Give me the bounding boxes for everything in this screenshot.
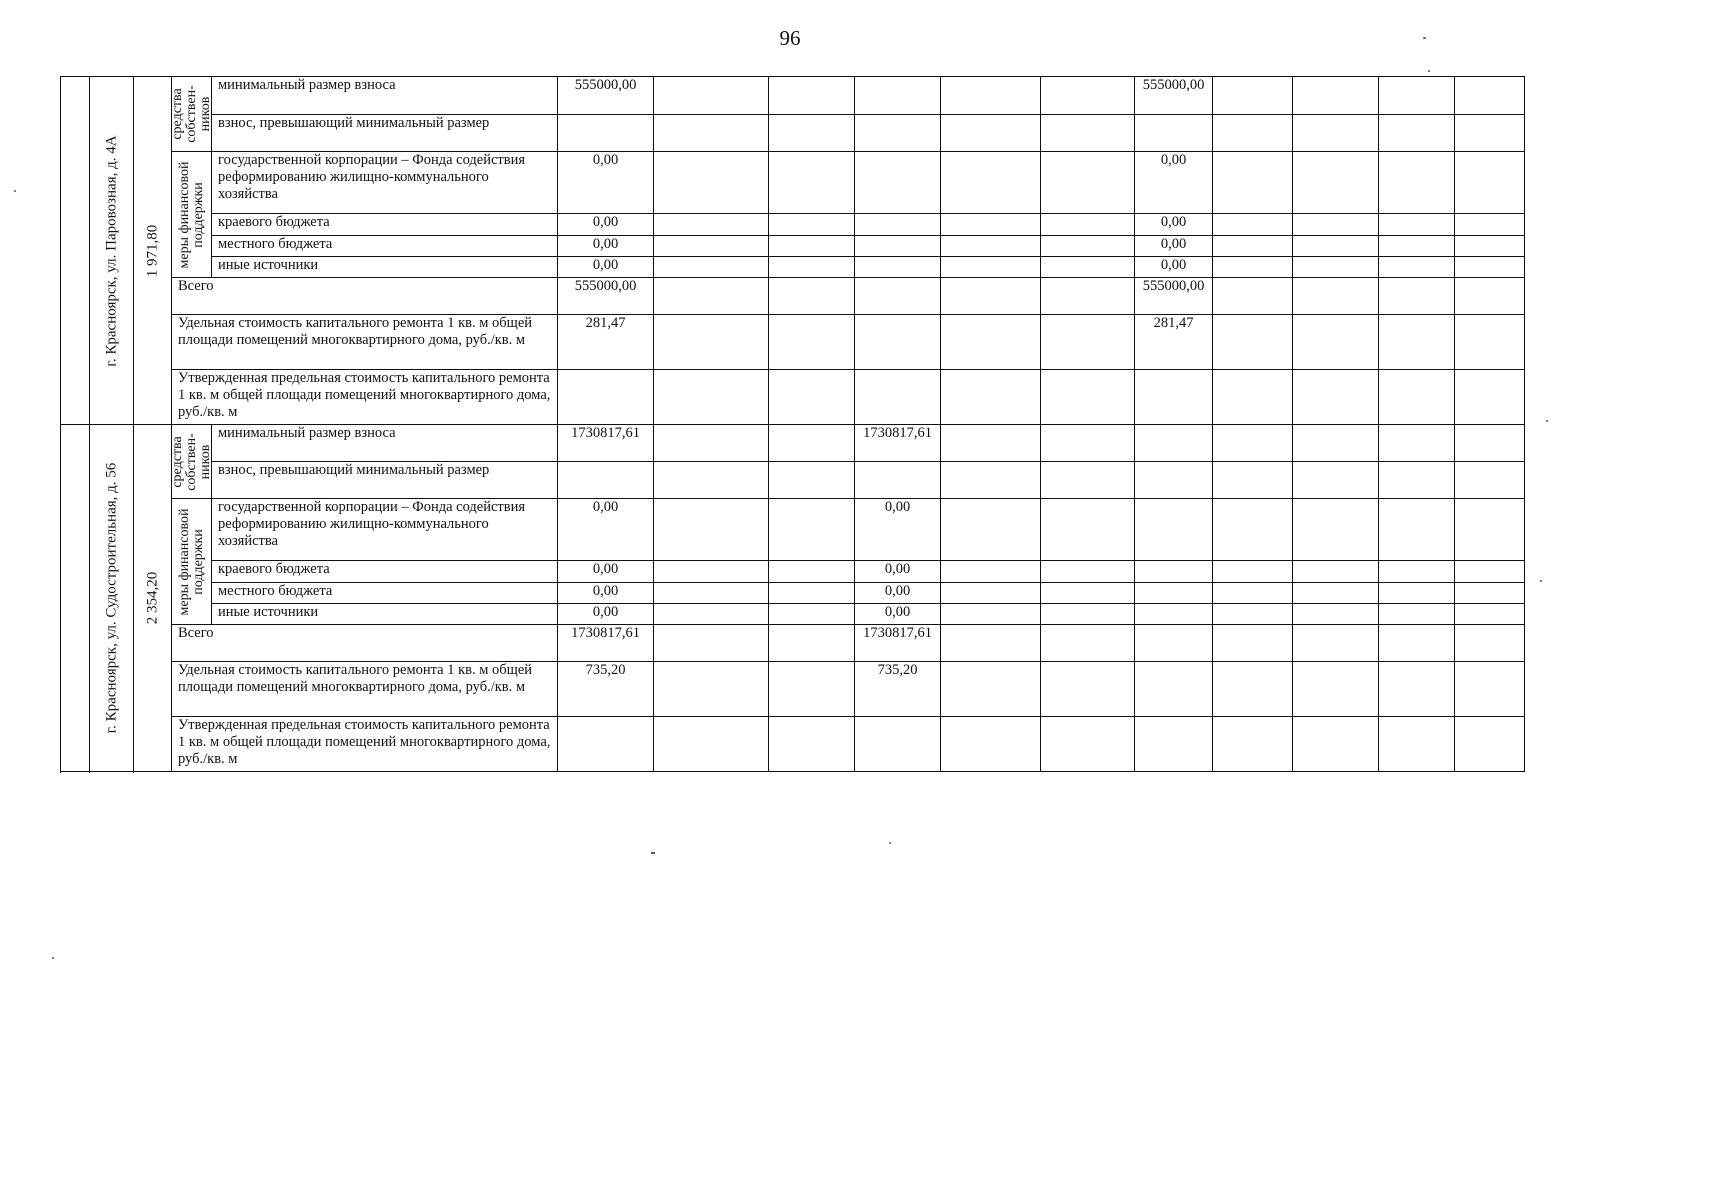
total-cell: 281,47 — [558, 315, 654, 370]
year-cell — [941, 214, 1041, 236]
year-cell — [941, 152, 1041, 214]
page-number: 96 — [779, 26, 801, 50]
year-cell — [769, 717, 855, 772]
empty-cell — [1213, 278, 1293, 315]
owner-group-cell — [169, 425, 213, 499]
empty-cell — [1455, 425, 1525, 462]
total-cell: 0,00 — [558, 604, 654, 625]
empty-cell — [1379, 315, 1455, 370]
unit-cost-label: Удельная стоимость капитального ремонта 1 кв. м общей площади помещений многоквартирного дома, руб./кв. м — [172, 662, 558, 717]
year-cell — [1041, 583, 1135, 604]
scan-speck — [1546, 420, 1548, 422]
row-label: иные источники — [212, 604, 558, 625]
year-cell — [769, 499, 855, 561]
year-cell — [1135, 583, 1213, 604]
year-cell — [654, 370, 769, 425]
year-cell — [1135, 717, 1213, 772]
total-cell: 555000,00 — [558, 278, 654, 315]
year-cell — [654, 462, 769, 499]
empty-cell — [1379, 115, 1455, 152]
year-cell — [654, 499, 769, 561]
empty-cell — [1455, 152, 1525, 214]
year-2021-cell: 1730817,61 — [855, 425, 941, 462]
empty-cell — [1455, 604, 1525, 625]
address-text: г. Красноярск, ул. Судостроительная, д. 56 — [103, 462, 119, 734]
empty-cell — [1455, 499, 1525, 561]
area-cell — [134, 77, 172, 425]
year-cell — [654, 152, 769, 214]
table-row — [61, 278, 1525, 315]
total-cell — [558, 370, 654, 425]
year-cell — [855, 717, 941, 772]
empty-cell — [1293, 115, 1379, 152]
year-2022-cell: 281,47 — [1135, 315, 1213, 370]
year-cell — [1041, 499, 1135, 561]
year-2022-cell: 0,00 — [1135, 214, 1213, 236]
address-text: г. Красноярск, ул. Паровозная, д. 4А — [103, 134, 119, 367]
scan-speck — [1428, 70, 1430, 72]
empty-cell — [1213, 315, 1293, 370]
year-cell — [1135, 604, 1213, 625]
year-cell — [1041, 370, 1135, 425]
scan-speck — [14, 190, 16, 192]
year-cell — [941, 115, 1041, 152]
empty-cell — [1379, 77, 1455, 115]
row-label: минимальный размер взноса — [212, 425, 558, 462]
year-cell — [1135, 625, 1213, 662]
empty-cell — [1455, 115, 1525, 152]
scan-speck — [651, 852, 655, 854]
total-cell: 0,00 — [558, 236, 654, 257]
total-cell: 1730817,61 — [558, 425, 654, 462]
year-cell — [1135, 370, 1213, 425]
year-cell — [1041, 561, 1135, 583]
empty-cell — [1379, 583, 1455, 604]
year-cell — [941, 425, 1041, 462]
empty-cell — [1455, 717, 1525, 772]
empty-cell — [1293, 315, 1379, 370]
limit-cost-label: Утвержденная предельная стоимость капитального ремонта 1 кв. м общей площади помещений многоквартирного дома, руб./кв. м — [172, 370, 558, 425]
year-cell — [855, 278, 941, 315]
empty-cell — [1379, 370, 1455, 425]
year-cell — [941, 462, 1041, 499]
year-cell — [769, 315, 855, 370]
year-cell — [1041, 462, 1135, 499]
empty-cell — [1293, 370, 1379, 425]
year-2021-cell: 735,20 — [855, 662, 941, 717]
year-cell — [769, 152, 855, 214]
year-2021-cell: 0,00 — [855, 499, 941, 561]
year-cell — [1041, 214, 1135, 236]
empty-cell — [1293, 662, 1379, 717]
table-row — [61, 77, 1525, 115]
year-2021-cell: 0,00 — [855, 604, 941, 625]
empty-cell — [1293, 257, 1379, 278]
empty-cell — [1213, 152, 1293, 214]
year-cell — [654, 115, 769, 152]
empty-cell — [1213, 77, 1293, 115]
table-row — [61, 625, 1525, 662]
year-cell — [654, 662, 769, 717]
year-cell — [1041, 236, 1135, 257]
year-cell — [654, 214, 769, 236]
table-row — [61, 370, 1525, 425]
empty-cell — [1379, 236, 1455, 257]
capital-repair-table — [60, 76, 1525, 772]
empty-cell — [1379, 462, 1455, 499]
year-cell — [654, 425, 769, 462]
empty-cell — [1379, 717, 1455, 772]
year-cell — [855, 115, 941, 152]
row-label: местного бюджета — [212, 236, 558, 257]
owner-group-cell — [169, 77, 213, 152]
address-cell — [90, 425, 134, 772]
total-cell: 0,00 — [558, 583, 654, 604]
empty-cell — [1455, 625, 1525, 662]
year-2021-cell: 1730817,61 — [855, 625, 941, 662]
blank-index-cell — [61, 425, 90, 772]
empty-cell — [1455, 236, 1525, 257]
empty-cell — [1455, 278, 1525, 315]
year-cell — [654, 583, 769, 604]
year-cell — [654, 257, 769, 278]
year-cell — [769, 236, 855, 257]
year-cell — [855, 236, 941, 257]
year-cell — [1041, 257, 1135, 278]
year-cell — [855, 152, 941, 214]
year-cell — [855, 214, 941, 236]
table-row — [61, 561, 1525, 583]
empty-cell — [1455, 315, 1525, 370]
year-2022-cell: 0,00 — [1135, 152, 1213, 214]
empty-cell — [1379, 152, 1455, 214]
empty-cell — [1213, 115, 1293, 152]
year-cell — [1041, 315, 1135, 370]
year-cell — [941, 236, 1041, 257]
year-2022-cell: 0,00 — [1135, 236, 1213, 257]
year-cell — [1135, 425, 1213, 462]
owner-group-text: средства собствен-ников — [169, 85, 213, 143]
empty-cell — [1213, 625, 1293, 662]
total-cell — [558, 717, 654, 772]
table-row — [61, 257, 1525, 278]
empty-cell — [1293, 425, 1379, 462]
year-cell — [769, 462, 855, 499]
empty-cell — [1379, 662, 1455, 717]
area-text: 2 354,20 — [144, 571, 160, 625]
year-2021-cell: 0,00 — [855, 561, 941, 583]
year-cell — [1041, 278, 1135, 315]
area-text: 1 971,80 — [144, 224, 160, 277]
year-cell — [1041, 662, 1135, 717]
total-cell: 0,00 — [558, 152, 654, 214]
year-cell — [855, 257, 941, 278]
empty-cell — [1455, 257, 1525, 278]
row-label: государственной корпорации – Фонда содействия реформированию жилищно-коммунального хозяйства — [212, 499, 558, 561]
year-cell — [769, 214, 855, 236]
empty-cell — [1455, 462, 1525, 499]
empty-cell — [1213, 662, 1293, 717]
year-2022-cell: 555000,00 — [1135, 77, 1213, 115]
empty-cell — [1455, 662, 1525, 717]
empty-cell — [1293, 236, 1379, 257]
total-cell: 0,00 — [558, 214, 654, 236]
year-cell — [769, 115, 855, 152]
year-cell — [855, 315, 941, 370]
year-cell — [654, 604, 769, 625]
unit-cost-label: Удельная стоимость капитального ремонта 1 кв. м общей площади помещений многоквартирного дома, руб./кв. м — [172, 315, 558, 370]
total-cell: 0,00 — [558, 499, 654, 561]
scan-speck — [1540, 580, 1542, 582]
year-cell — [769, 370, 855, 425]
empty-cell — [1455, 561, 1525, 583]
year-cell — [769, 561, 855, 583]
empty-cell — [1213, 499, 1293, 561]
row-label: взнос, превышающий минимальный размер — [212, 115, 558, 152]
table-row — [61, 214, 1525, 236]
empty-cell — [1213, 604, 1293, 625]
year-cell — [769, 77, 855, 115]
table-row — [61, 462, 1525, 499]
total-cell: 1730817,61 — [558, 625, 654, 662]
year-cell — [1041, 425, 1135, 462]
year-cell — [855, 370, 941, 425]
year-cell — [769, 583, 855, 604]
table-row — [61, 583, 1525, 604]
year-cell — [654, 315, 769, 370]
empty-cell — [1293, 499, 1379, 561]
support-group-text: меры финансовой поддержки — [176, 161, 206, 268]
empty-cell — [1379, 604, 1455, 625]
total-row-label: Всего — [172, 278, 558, 315]
empty-cell — [1293, 77, 1379, 115]
support-group-cell — [172, 152, 212, 278]
year-cell — [941, 717, 1041, 772]
row-label: местного бюджета — [212, 583, 558, 604]
empty-cell — [1379, 425, 1455, 462]
empty-cell — [1213, 561, 1293, 583]
empty-cell — [1213, 214, 1293, 236]
year-cell — [1041, 152, 1135, 214]
empty-cell — [1379, 499, 1455, 561]
empty-cell — [1213, 425, 1293, 462]
year-cell — [941, 625, 1041, 662]
year-cell — [941, 583, 1041, 604]
address-cell — [90, 77, 134, 425]
support-group-cell — [172, 499, 212, 625]
year-cell — [769, 604, 855, 625]
year-cell — [1041, 115, 1135, 152]
year-cell — [941, 561, 1041, 583]
total-cell: 735,20 — [558, 662, 654, 717]
year-cell — [1135, 462, 1213, 499]
table-row — [61, 425, 1525, 462]
year-cell — [1135, 499, 1213, 561]
table-row — [61, 236, 1525, 257]
scan-speck — [889, 842, 891, 844]
owner-group-text: средства собствен-ников — [169, 432, 213, 491]
empty-cell — [1379, 625, 1455, 662]
empty-cell — [1293, 462, 1379, 499]
year-2022-cell: 0,00 — [1135, 257, 1213, 278]
empty-cell — [1293, 152, 1379, 214]
empty-cell — [1213, 717, 1293, 772]
year-2022-cell: 555000,00 — [1135, 278, 1213, 315]
table-row — [61, 315, 1525, 370]
year-cell — [855, 77, 941, 115]
total-row-label: Всего — [172, 625, 558, 662]
year-cell — [654, 717, 769, 772]
area-cell — [134, 425, 172, 772]
table-row — [61, 115, 1525, 152]
year-cell — [941, 499, 1041, 561]
year-cell — [654, 561, 769, 583]
table-row — [61, 604, 1525, 625]
year-cell — [941, 278, 1041, 315]
empty-cell — [1379, 214, 1455, 236]
year-cell — [769, 662, 855, 717]
year-cell — [941, 77, 1041, 115]
total-cell: 555000,00 — [558, 77, 654, 115]
empty-cell — [1455, 214, 1525, 236]
empty-cell — [1213, 236, 1293, 257]
year-cell — [654, 77, 769, 115]
total-cell: 0,00 — [558, 257, 654, 278]
year-cell — [941, 604, 1041, 625]
scan-speck — [1423, 37, 1426, 39]
empty-cell — [1455, 370, 1525, 425]
year-cell — [769, 425, 855, 462]
year-cell — [769, 278, 855, 315]
year-cell — [941, 257, 1041, 278]
row-label: минимальный размер взноса — [212, 77, 558, 115]
empty-cell — [1213, 583, 1293, 604]
empty-cell — [1293, 717, 1379, 772]
table-row — [61, 717, 1525, 772]
table-row — [61, 499, 1525, 561]
empty-cell — [1379, 278, 1455, 315]
empty-cell — [1379, 257, 1455, 278]
year-cell — [1135, 662, 1213, 717]
year-cell — [1135, 561, 1213, 583]
year-cell — [941, 315, 1041, 370]
support-group-text: меры финансовой поддержки — [176, 508, 206, 615]
year-cell — [1135, 115, 1213, 152]
year-cell — [654, 625, 769, 662]
year-cell — [855, 462, 941, 499]
year-cell — [1041, 625, 1135, 662]
total-cell — [558, 462, 654, 499]
year-cell — [769, 625, 855, 662]
empty-cell — [1293, 604, 1379, 625]
empty-cell — [1293, 625, 1379, 662]
table-row — [61, 152, 1525, 214]
empty-cell — [1293, 278, 1379, 315]
year-cell — [654, 236, 769, 257]
empty-cell — [1455, 77, 1525, 115]
limit-cost-label: Утвержденная предельная стоимость капитального ремонта 1 кв. м общей площади помещений многоквартирного дома, руб./кв. м — [172, 717, 558, 772]
year-cell — [941, 662, 1041, 717]
year-cell — [769, 257, 855, 278]
year-cell — [1041, 77, 1135, 115]
row-label: иные источники — [212, 257, 558, 278]
total-cell — [558, 115, 654, 152]
scan-speck — [52, 957, 54, 959]
empty-cell — [1293, 583, 1379, 604]
blank-index-cell — [61, 77, 90, 425]
empty-cell — [1379, 561, 1455, 583]
empty-cell — [1293, 561, 1379, 583]
empty-cell — [1213, 257, 1293, 278]
empty-cell — [1213, 370, 1293, 425]
row-label: взнос, превышающий минимальный размер — [212, 462, 558, 499]
row-label: краевого бюджета — [212, 214, 558, 236]
empty-cell — [1455, 583, 1525, 604]
year-cell — [654, 278, 769, 315]
row-label: государственной корпорации – Фонда содействия реформированию жилищно-коммунального хозяйства — [212, 152, 558, 214]
row-label: краевого бюджета — [212, 561, 558, 583]
empty-cell — [1293, 214, 1379, 236]
year-cell — [941, 370, 1041, 425]
year-cell — [1041, 604, 1135, 625]
table-row — [61, 662, 1525, 717]
total-cell: 0,00 — [558, 561, 654, 583]
year-2021-cell: 0,00 — [855, 583, 941, 604]
empty-cell — [1213, 462, 1293, 499]
year-cell — [1041, 717, 1135, 772]
